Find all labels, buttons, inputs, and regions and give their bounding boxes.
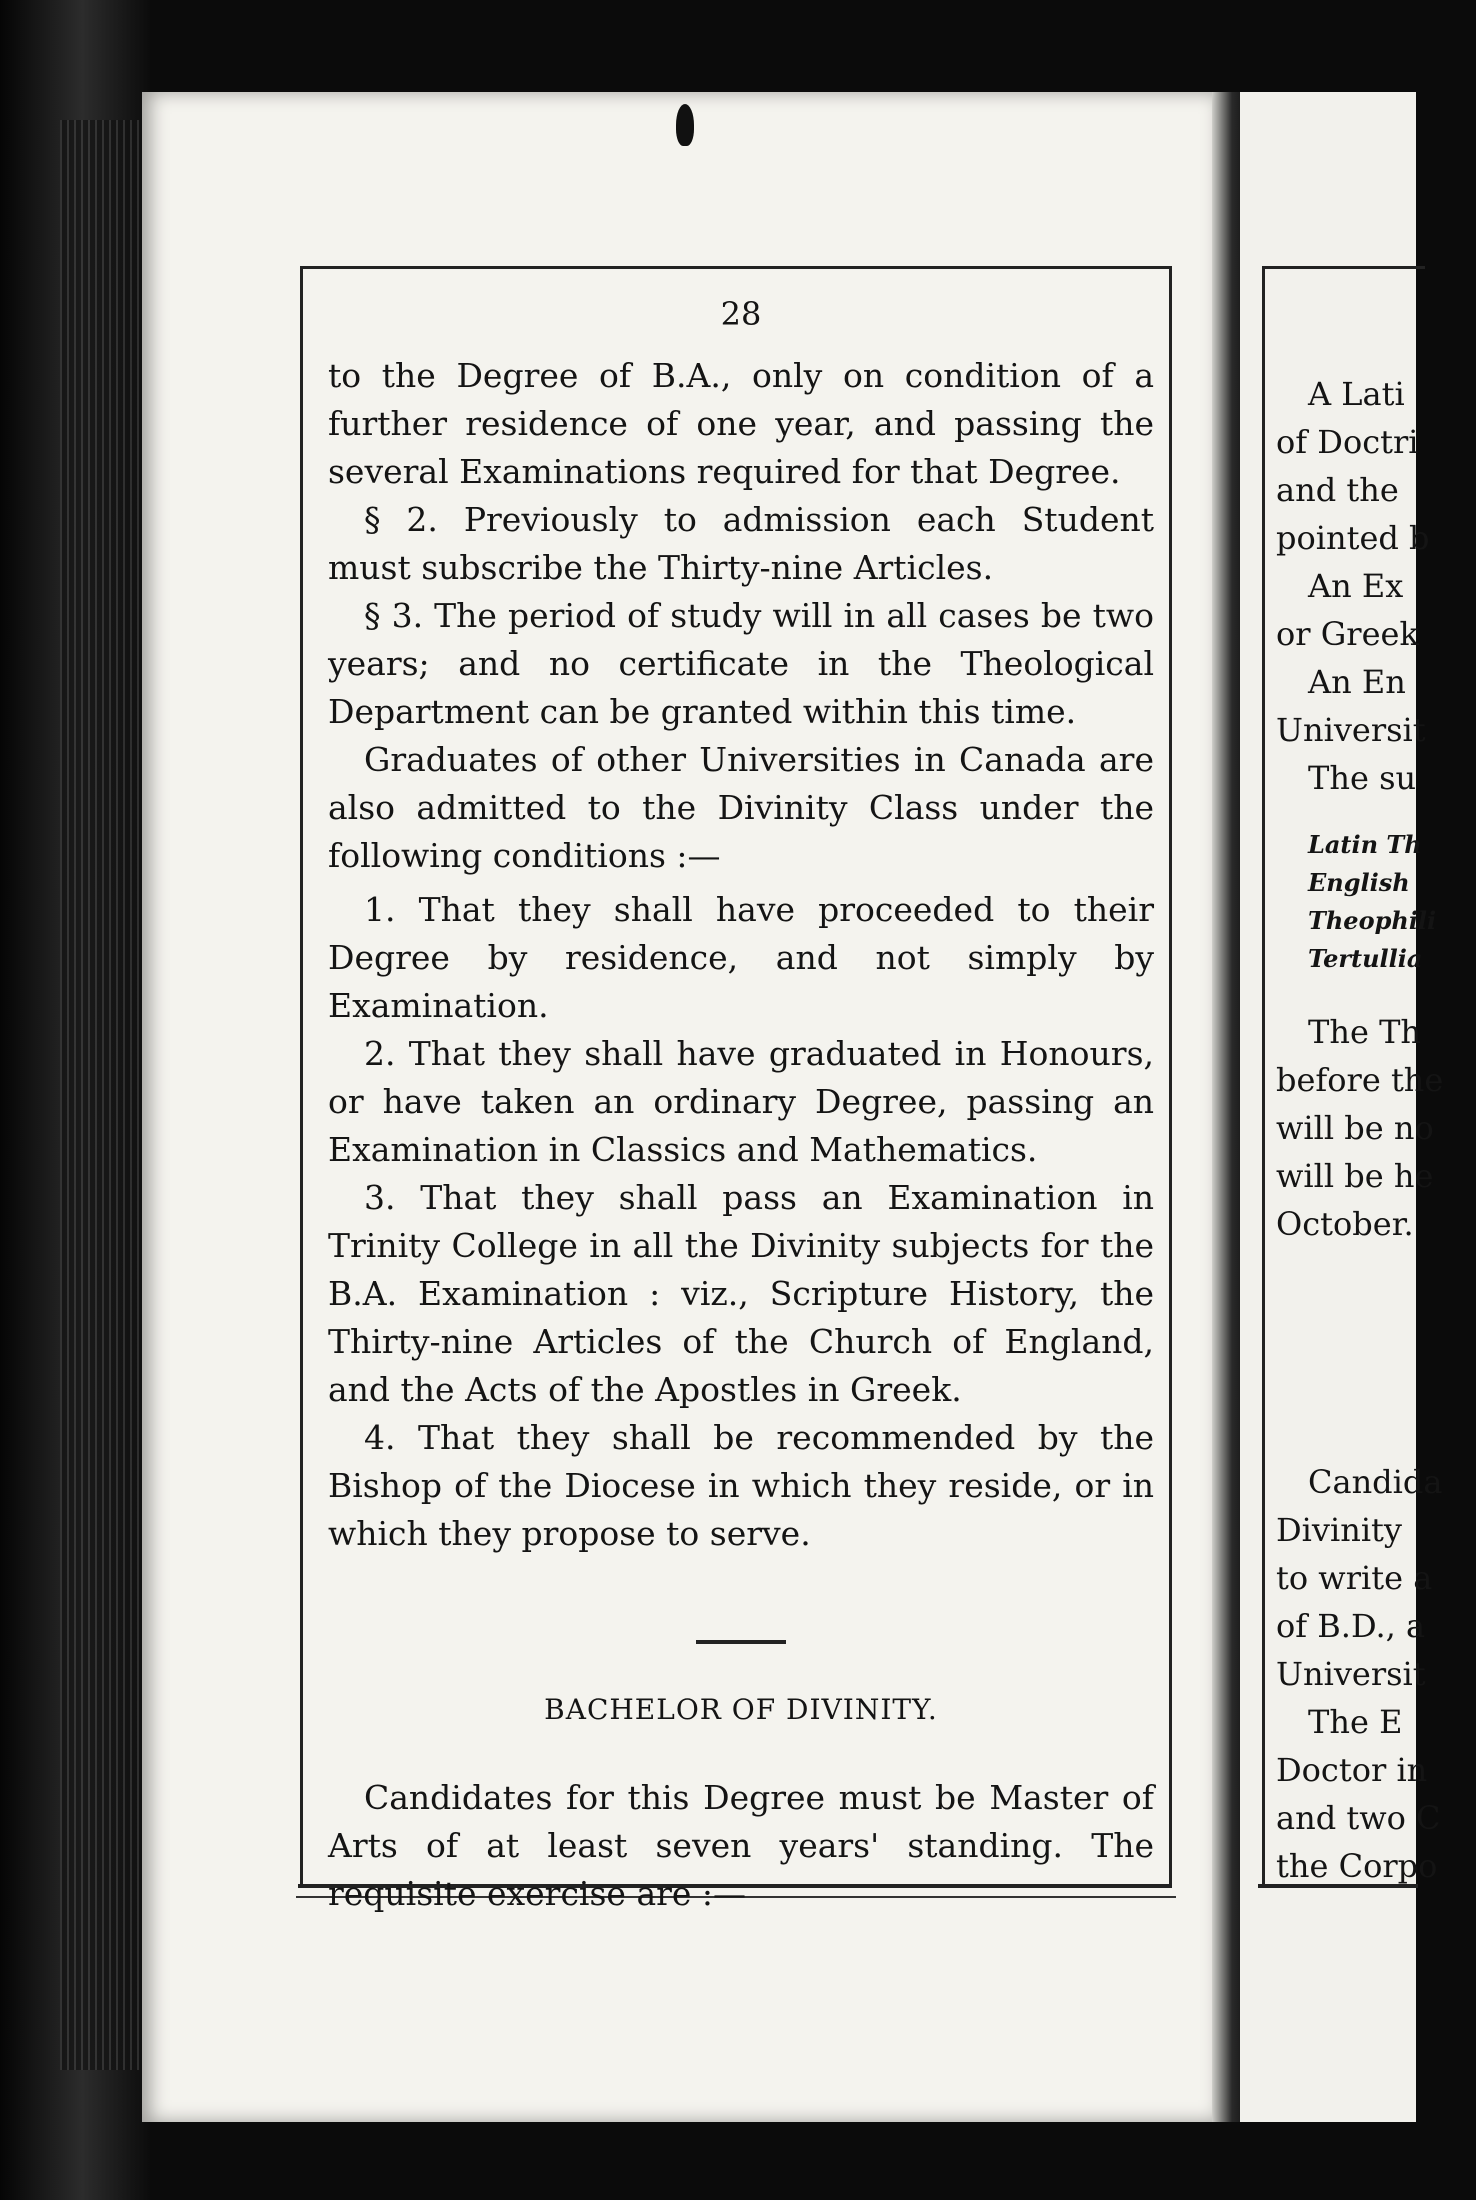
facing-line: The E (1308, 1703, 1403, 1741)
facing-italic-line: Latin Th (1308, 830, 1422, 859)
facing-line: the Corpo (1276, 1847, 1438, 1885)
facing-line: before the (1276, 1061, 1444, 1099)
condition-item: 4. That they shall be recommended by the Bishop of the Diocese in which they reside, or in which they propose to serve. (328, 1418, 1154, 1553)
paragraph: Graduates of other Universities in Canada are also admitted to the Divinity Class under the following conditions :— (328, 740, 1154, 875)
facing-line: will be he (1276, 1157, 1434, 1195)
condition-item: 1. That they shall have proceeded to their Degree by residence, and not simply by Examination. (328, 890, 1154, 1025)
facing-line: The su (1308, 759, 1417, 797)
facing-line: and two C (1276, 1799, 1441, 1837)
facing-line: Doctor in (1276, 1751, 1428, 1789)
facing-line: A Lati (1308, 375, 1405, 413)
facing-line: will be no (1276, 1109, 1434, 1147)
ink-blot (676, 104, 694, 146)
page-content (328, 290, 1154, 1918)
facing-page-content (1276, 370, 1476, 1890)
facing-line: to write a (1276, 1559, 1433, 1597)
facing-line: An En (1308, 663, 1406, 701)
paragraph: § 3. The period of study will in all cases be two years; and no certificate in the Theological Department can be granted within this time. (328, 596, 1154, 731)
facing-line: of B.D., a (1276, 1607, 1426, 1645)
facing-line: The Th (1308, 1013, 1422, 1051)
paragraph: to the Degree of B.A., only on condition of a further residence of one year, and passing the several Examinations required for that Degree. (328, 356, 1154, 491)
facing-line: Universit (1276, 1655, 1426, 1693)
facing-line: and the (1276, 471, 1399, 509)
facing-line: October. (1276, 1205, 1414, 1243)
book-spine (0, 0, 150, 2200)
facing-line: of Doctri (1276, 423, 1419, 461)
paragraph: § 2. Previously to admission each Student must subscribe the Thirty-nine Articles. (328, 500, 1154, 587)
paragraph: Candidates for this Degree must be Master of Arts of at least seven years' standing. The requisite exercise are :— (328, 1778, 1154, 1913)
facing-line: or Greek (1276, 615, 1419, 653)
page-number: 28 (720, 295, 762, 333)
facing-italic-line: Theophili (1308, 906, 1437, 935)
section-heading: BACHELOR OF DIVINITY. (544, 1693, 938, 1726)
condition-item: 3. That they shall pass an Examination in Trinity College in all the Divinity subjects for the B.A. Examination : viz., Scripture History, the Thirty-nine Articles of the Church of England, and the Acts of the Apostles in Greek. (328, 1178, 1154, 1409)
facing-line: pointed b (1276, 519, 1430, 557)
facing-italic-line: English (1308, 868, 1410, 897)
section-divider (696, 1640, 786, 1644)
facing-line: Candida (1308, 1463, 1443, 1501)
facing-line: An Ex (1308, 567, 1404, 605)
facing-italic-line: Tertullia (1308, 944, 1423, 973)
facing-line: Universit (1276, 711, 1426, 749)
facing-line: Divinity (1276, 1511, 1402, 1549)
condition-item: 2. That they shall have graduated in Honours, or have taken an ordinary Degree, passing an Examination in Classics and Mathematics. (328, 1034, 1154, 1169)
page-edges (60, 120, 140, 2070)
